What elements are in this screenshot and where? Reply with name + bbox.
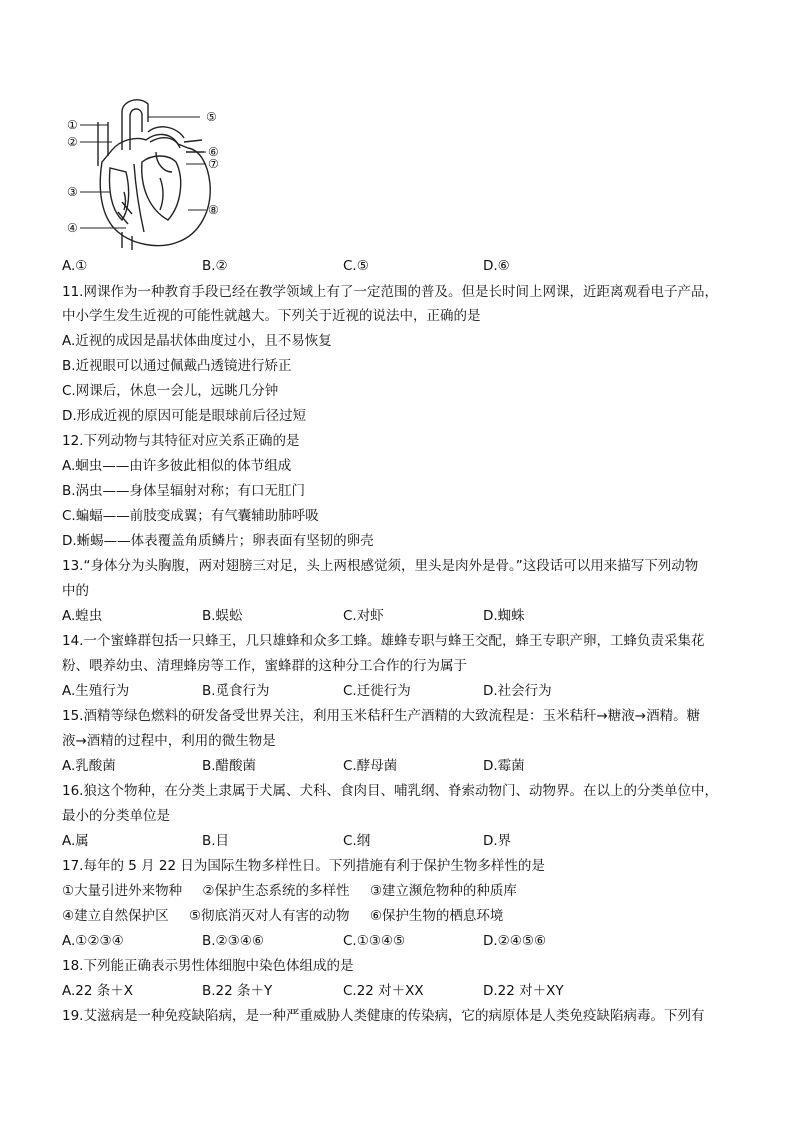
q17-choice-5: ⑤彻底消灭对人有害的动物 bbox=[188, 908, 350, 924]
q16-stem-line2: 最小的分类单位是 bbox=[62, 808, 170, 824]
q15-stem-line1: 15.酒精等绿色燃料的研发备受世界关注，利用玉米秸秆生产酒精的大致流程是：玉米秸秆→糖液→酒精。糖 bbox=[62, 708, 701, 724]
q17-choice-2: ②保护生态系统的多样性 bbox=[202, 883, 350, 899]
q17-option-a: A.①②③④ bbox=[62, 933, 124, 949]
q10-option-a: A.① bbox=[62, 258, 88, 274]
q17-option-b: B.②③④⑥ bbox=[202, 933, 264, 949]
q14-stem-line1: 14.一个蜜蜂群包括一只蜂王，几只雄蜂和众多工蜂。雄蜂专职与蜂王交配，蜂王专职产卵，工蜂负责采集花 bbox=[62, 633, 705, 649]
q15-option-a: A.乳酸菌 bbox=[62, 758, 116, 774]
figure-label-3: ③ bbox=[67, 185, 78, 199]
q12-stem: 12.下列动物与其特征对应关系正确的是 bbox=[62, 433, 300, 449]
q13-option-c: C.对虾 bbox=[343, 608, 384, 624]
q17-option-d: D.②④⑤⑥ bbox=[483, 933, 547, 949]
q11-option-a: A.近视的成因是晶状体曲度过小，且不易恢复 bbox=[62, 333, 332, 349]
q14-option-a: A.生殖行为 bbox=[62, 683, 130, 699]
q17-choices-row1 bbox=[62, 881, 742, 901]
q13-stem-line2: 中的 bbox=[62, 583, 89, 599]
q17-stem: 17.每年的 5 月 22 日为国际生物多样性日。下列措施有利于保护生物多样性的是 bbox=[62, 858, 545, 874]
q17-option-c: C.①③④⑤ bbox=[343, 933, 406, 949]
figure-label-4: ④ bbox=[67, 221, 78, 235]
q13-stem-line1: 13.“身体分为头胸腹，两对翅膀三对足，头上两根感觉须，里头是肉外是骨。”这段话可以用来描写下列动物 bbox=[62, 558, 699, 574]
q13-option-a: A.蝗虫 bbox=[62, 608, 103, 624]
q18-option-d: D.22 对＋XY bbox=[483, 983, 564, 999]
q15-options bbox=[62, 756, 742, 776]
q11-stem-line1: 11.网课作为一种教育手段已经在教学领域上有了一定范围的普及。但是长时间上网课，近距离观看电子产品， bbox=[62, 284, 718, 300]
q11-option-d: D.形成近视的原因可能是眼球前后径过短 bbox=[62, 408, 307, 424]
q17-choice-4: ④建立自然保护区 bbox=[62, 908, 169, 924]
figure-label-8: ⑧ bbox=[208, 203, 219, 217]
q16-stem-line1: 16.狼这个物种，在分类上隶属于犬属、犬科、食肉目、哺乳纲、脊索动物门、动物界。在以上的分类单位中， bbox=[62, 783, 718, 799]
q16-option-d: D.界 bbox=[483, 833, 512, 849]
q13-options bbox=[62, 606, 742, 626]
q19-stem-line1: 19.艾滋病是一种免疫缺陷病，是一种严重威胁人类健康的传染病，它的病原体是人类免疫缺陷病毒。下列有 bbox=[62, 1008, 705, 1024]
q16-options bbox=[62, 831, 742, 851]
q14-option-c: C.迁徙行为 bbox=[343, 683, 411, 699]
q18-stem: 18.下列能正确表示男性体细胞中染色体组成的是 bbox=[62, 958, 354, 974]
q17-options bbox=[62, 931, 742, 951]
q18-options bbox=[62, 981, 742, 1001]
q15-option-b: B.醋酸菌 bbox=[202, 758, 257, 774]
q10-option-b: B.② bbox=[202, 258, 228, 274]
q17-choice-1: ①大量引进外来物种 bbox=[62, 883, 183, 899]
q18-option-a: A.22 条＋X bbox=[62, 983, 134, 999]
figure-label-6: ⑥ bbox=[208, 145, 219, 159]
q15-option-c: C.酵母菌 bbox=[343, 758, 398, 774]
q10-option-d: D.⑥ bbox=[483, 258, 510, 274]
q13-option-d: D.蜘蛛 bbox=[483, 608, 525, 624]
q11-option-b: B.近视眼可以通过佩戴凸透镜进行矫正 bbox=[62, 358, 292, 374]
q16-option-a: A.属 bbox=[62, 833, 89, 849]
q10-option-c: C.⑤ bbox=[343, 258, 369, 274]
figure-label-1: ① bbox=[67, 118, 78, 132]
q15-stem-line2: 液→酒精的过程中，利用的微生物是 bbox=[62, 733, 276, 749]
heart-diagram bbox=[60, 92, 240, 260]
q13-option-b: B.蜈蚣 bbox=[202, 608, 243, 624]
q15-option-d: D.霉菌 bbox=[483, 758, 525, 774]
q11-stem-line2: 中小学生发生近视的可能性就越大。下列关于近视的说法中，正确的是 bbox=[62, 308, 481, 324]
q10-options bbox=[62, 256, 742, 276]
q18-option-c: C.22 对＋XX bbox=[343, 983, 424, 999]
q11-option-c: C.网课后，休息一会儿，远眺几分钟 bbox=[62, 383, 279, 399]
q17-choice-6: ⑥保护生物的栖息环境 bbox=[369, 908, 504, 924]
q14-options bbox=[62, 681, 742, 701]
q18-option-b: B.22 条＋Y bbox=[202, 983, 273, 999]
q12-option-c: C.蝙蝠——前肢变成翼；有气囊辅助肺呼吸 bbox=[62, 508, 319, 524]
q17-choice-3: ③建立濒危物种的种质库 bbox=[369, 883, 517, 899]
q12-option-d: D.蜥蜴——体表覆盖角质鳞片；卵表面有坚韧的卵壳 bbox=[62, 533, 374, 549]
q14-option-b: B.觅食行为 bbox=[202, 683, 270, 699]
figure-label-7: ⑦ bbox=[208, 157, 219, 171]
q14-option-d: D.社会行为 bbox=[483, 683, 552, 699]
q12-option-b: B.涡虫——身体呈辐射对称；有口无肛门 bbox=[62, 483, 306, 499]
q16-option-c: C.纲 bbox=[343, 833, 371, 849]
q17-choices-row2 bbox=[62, 906, 742, 926]
q16-option-b: B.目 bbox=[202, 833, 230, 849]
heart-diagram-drawing bbox=[60, 92, 240, 260]
figure-label-2: ② bbox=[67, 135, 78, 149]
q12-option-a: A.蛔虫——由许多彼此相似的体节组成 bbox=[62, 458, 292, 474]
q14-stem-line2: 粉、喂养幼虫、清理蜂房等工作，蜜蜂群的这种分工合作的行为属于 bbox=[62, 658, 467, 674]
figure-label-5: ⑤ bbox=[206, 110, 217, 124]
